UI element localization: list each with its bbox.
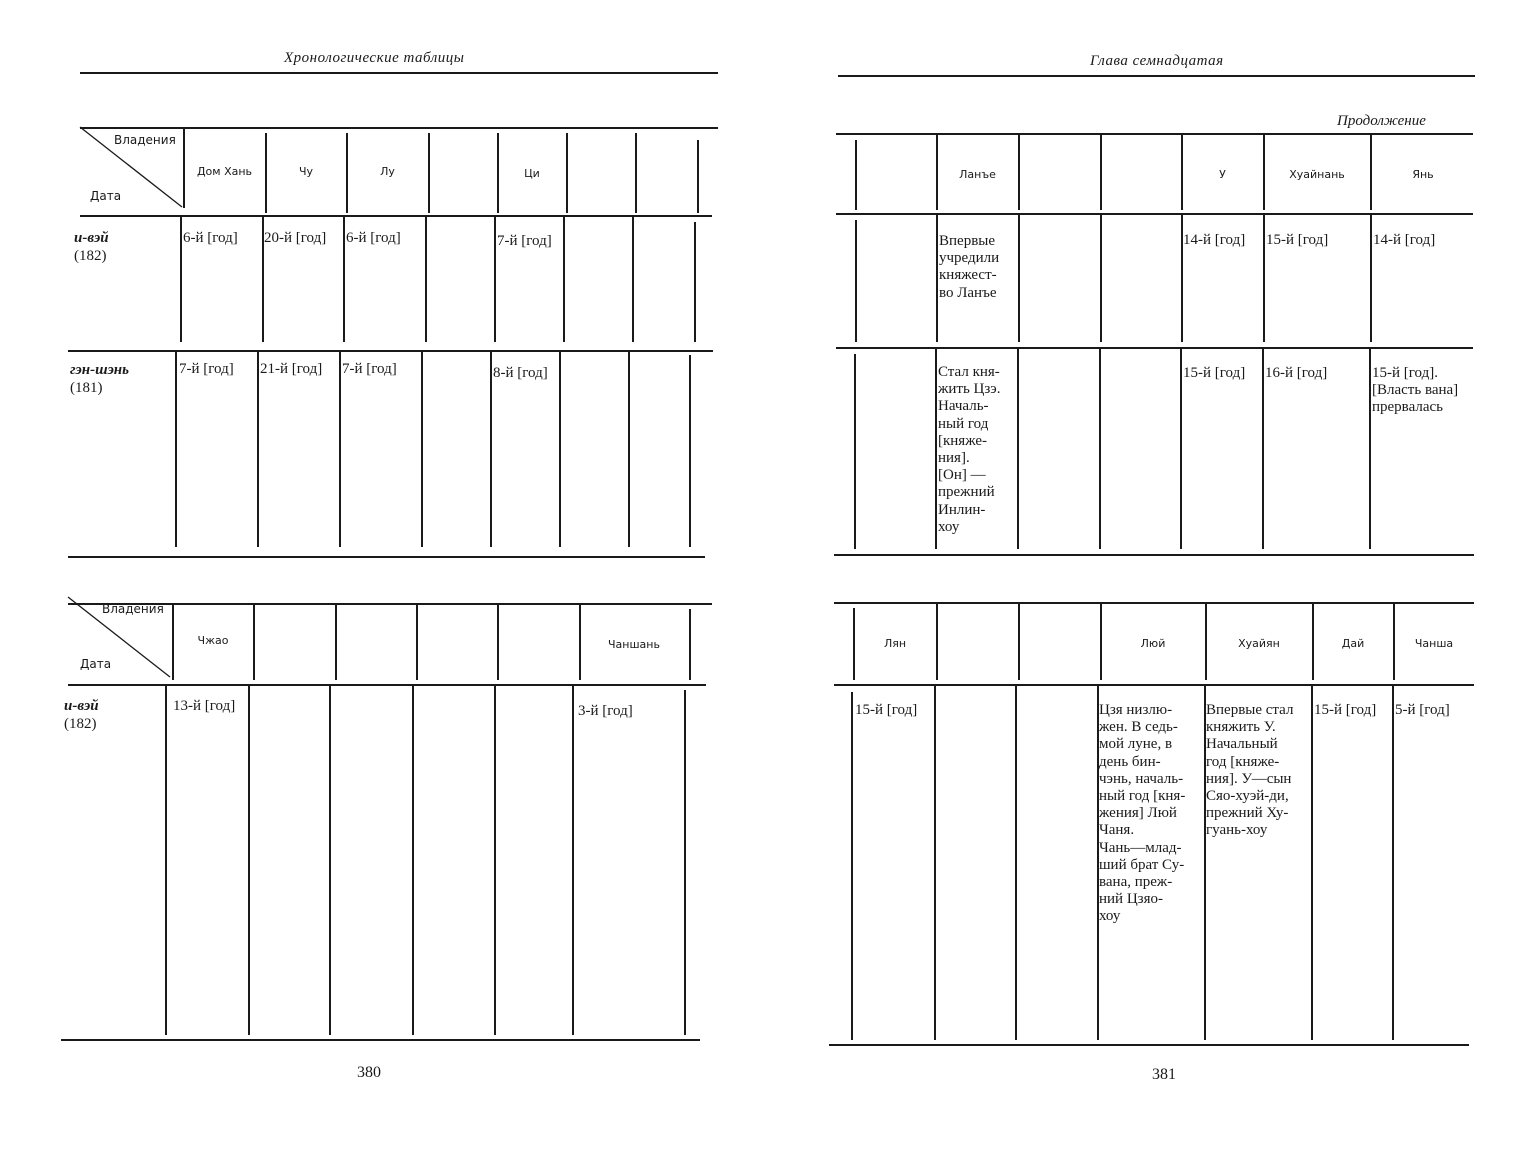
corner-label-date: Дата	[90, 189, 122, 203]
table-cell: Стал кня- жить Цзэ. Началь- ный год [княже- ния]. [Он] — прежний Инлин- хоу	[938, 364, 1001, 535]
era-name: гэн-шэнь	[70, 362, 129, 378]
table-cell: 14-й [год]	[1183, 232, 1246, 248]
table-cell: 20-й [год]	[264, 230, 327, 246]
table-rule	[834, 602, 1474, 604]
table-rule	[68, 684, 706, 686]
table-cell: 14-й [год]	[1373, 232, 1436, 248]
running-head-left: Хронологические таблицы	[284, 50, 465, 66]
col-header-wu: У	[1219, 168, 1226, 181]
table-cell: 8-й [год]	[493, 365, 548, 381]
table-rule	[836, 133, 1473, 135]
page-number-right: 381	[1152, 1066, 1176, 1083]
table-cell: 3-й [год]	[578, 703, 633, 719]
table-cell: 13-й [год]	[173, 698, 236, 714]
era-name: и-вэй	[64, 698, 99, 714]
col-header-yan: Янь	[1412, 168, 1434, 181]
row-date	[64, 697, 99, 733]
table-rule	[80, 215, 712, 217]
col-header-dai: Дай	[1341, 637, 1365, 650]
col-header-langya: Ланъе	[959, 168, 996, 181]
row-date	[70, 361, 129, 397]
table-cell: 7-й [год]	[342, 361, 397, 377]
era-year: (181)	[70, 380, 103, 396]
head-rule-right	[838, 75, 1475, 77]
table-cell: 15-й [год]. [Власть вана] прервалась	[1372, 365, 1459, 416]
table-rule	[68, 350, 713, 352]
table-cell: 7-й [год]	[179, 361, 234, 377]
table-cell: 7-й [год]	[497, 233, 552, 249]
col-header-lu: Люй	[1140, 637, 1166, 650]
table-rule	[834, 554, 1474, 556]
table-rule	[61, 1039, 700, 1041]
table-cell: 15-й [год]	[855, 702, 918, 718]
table-cell: 5-й [год]	[1395, 702, 1450, 718]
col-header-chu: Чу	[298, 165, 314, 178]
col-header-zhao: Чжао	[197, 634, 229, 647]
table-cell: 6-й [год]	[183, 230, 238, 246]
table-rule	[829, 1044, 1469, 1046]
head-rule-left	[80, 72, 718, 74]
table-cell: 15-й [год]	[1266, 232, 1329, 248]
era-year: (182)	[64, 716, 97, 732]
table-rule	[68, 556, 705, 558]
row-date	[74, 229, 109, 265]
era-year: (182)	[74, 248, 107, 264]
col-header-changsha: Чанша	[1414, 637, 1454, 650]
col-header-changshan: Чаншань	[608, 638, 660, 651]
table-cell: 15-й [год]	[1183, 365, 1246, 381]
table-cell: Впервые учредили княжест- во Ланъе	[939, 233, 1000, 301]
page-number-left: 380	[357, 1064, 381, 1081]
col-header-huaiyang: Хуайян	[1238, 637, 1280, 650]
col-header-liang: Лян	[883, 637, 907, 650]
era-name: и-вэй	[74, 230, 109, 246]
table-cell: 21-й [год]	[260, 361, 323, 377]
table-cell: 16-й [год]	[1265, 365, 1328, 381]
table-cell: Цзя низлю- жен. В седь- мой луне, в день бин- чэнь, началь- ный год [кня- жения] Люй Чаня. Чань—млад- ший брат Су- вана, преж- ний Цзяо- хоу	[1099, 702, 1186, 925]
table-cell: 15-й [год]	[1314, 702, 1377, 718]
corner-label-date: Дата	[80, 657, 112, 671]
col-header-han: Дом Хань	[196, 165, 253, 178]
continuation-label: Продолжение	[1337, 113, 1426, 129]
table-cell: 6-й [год]	[346, 230, 401, 246]
table-rule	[836, 347, 1473, 349]
corner-label-holdings: Владения	[114, 133, 176, 147]
table-rule	[834, 684, 1474, 686]
col-header-lu: Лу	[380, 165, 395, 178]
table-rule	[836, 213, 1473, 215]
corner-label-holdings: Владения	[102, 602, 164, 616]
col-header-huainan: Хуайнань	[1289, 168, 1345, 181]
col-header-qi: Ци	[524, 167, 540, 180]
table-cell: Впервые стал княжить У. Начальный год [княже- ния]. У—сын Сяо-хуэй-ди, прежний Ху- гуань-хоу	[1206, 702, 1294, 839]
running-head-right: Глава семнадцатая	[1090, 53, 1224, 69]
